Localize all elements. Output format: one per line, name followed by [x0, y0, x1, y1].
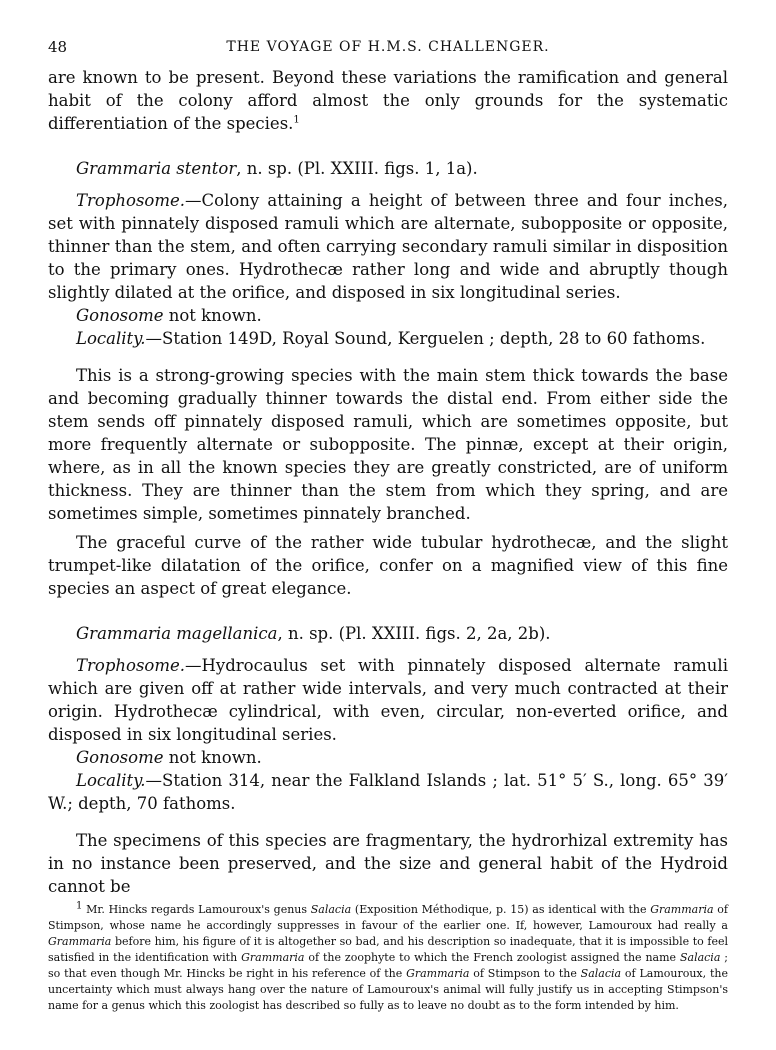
page-number: 48 [48, 38, 68, 56]
footnote-mark: 1 [76, 900, 83, 912]
locality-stentor: Locality.—Station 149D, Royal Sound, Kerguelen ; depth, 28 to 60 fathoms. [76, 329, 706, 348]
description-stentor-1: This is a strong-growing species with the main stem thick towards the base and becoming gradually thinner towards the distal end. From either side the stem sends off pinnately disposed ramuli, which are sometimes opposite, but more frequently alternate or subopposite. The pinnæ, except at their origin, where, as in all the known species they are greatly constricted, are of uniform thickness. They are thinner than the stem from which they spring, and are sometimes simple, sometimes pinnately branched. [48, 366, 728, 523]
species-heading-magellanica: Grammaria magellanica, n. sp. (Pl. XXIII. figs. 2, 2a, 2b). [76, 624, 551, 643]
footnote-reference: 1 [293, 114, 300, 126]
species-heading-stentor: Grammaria stentor, n. sp. (Pl. XXIII. figs. 1, 1a). [76, 159, 478, 178]
running-header [48, 38, 728, 66]
gonosome-magellanica: Gonosome not known. [76, 748, 262, 767]
species-name: Grammaria magellanica [76, 624, 278, 643]
footnote: $^1$ Mr. Hincks regards Lamouroux's genus Salacia (Exposition Méthodique, p. 15) as identical with the Grammaria of Stimpson, whose name he accordingly suppresses in favour of the earlier one. If, however, Lamouroux had really a Grammaria before him, his figure of it is altogether so bad, and his description so inadequate, that it is impossible to feel satisfied in the identification with Grammaria of the zoophyte to which the French zoologist assigned the name Salacia ; so that even though Mr. Hincks be right in his reference of the Grammaria of Stimpson to the Salacia of Lamouroux, the uncertainty which must always hang over the nature of Lamouroux's animal will fully justify us in accepting Stimpson's name for a genus which this zoologist has described so fully as to leave no doubt as to the form intended by him. [48, 900, 729, 1012]
description-stentor-2: The graceful curve of the rather wide tubular hydrothecæ, and the slight trumpet-like dilatation of the orifice, confer on a magnified view of this fine species an aspect of great elegance. [48, 533, 728, 598]
description-magellanica-1: The specimens of this species are fragmentary, the hydrorhizal extremity has in no instance been preserved, and the size and general habit of the Hydroid cannot be [48, 831, 728, 896]
gonosome-stentor: Gonosome not known. [76, 306, 262, 325]
locality-magellanica: Locality.—Station 314, near the Falkland Islands ; lat. 51° 5′ S., long. 65° 39′ W.; depth, 70 fathoms. [48, 771, 728, 813]
intro-paragraph: are known to be present. Beyond these variations the ramification and general habit of the colony afford almost the only grounds for the systematic differentiation of the species.$^1$ [48, 68, 728, 133]
trophosome-magellanica: Trophosome.—Hydrocaulus set with pinnately disposed alternate ramuli which are given off at rather wide intervals, and very much contracted at their origin. Hydrothecæ cylindrical, with even, circular, non-everted orifice, and disposed in six longitudinal series. [48, 656, 728, 744]
running-title: THE VOYAGE OF H.M.S. CHALLENGER. [226, 39, 550, 55]
trophosome-stentor: Trophosome.—Colony attaining a height of between three and four inches, set with pinnately disposed ramuli which are alternate, subopposite or opposite, thinner than the stem, and often carrying secondary ramuli similar in disposition to the primary ones. Hydrothecæ rather long and wide and abruptly though slightly dilated at the orifice, and disposed in six longitudinal series. [48, 191, 728, 302]
page [48, 38, 728, 1014]
species-name: Grammaria stentor [76, 159, 237, 178]
